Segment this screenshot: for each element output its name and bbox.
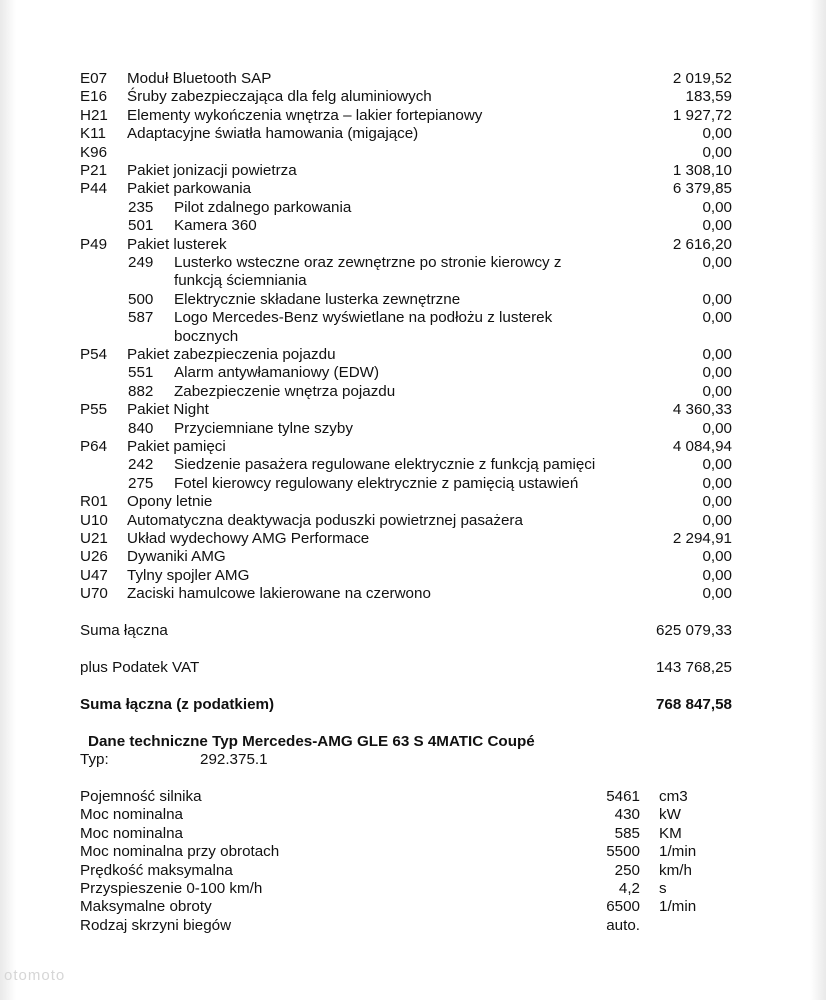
sum-row [0, 622, 826, 640]
spec-row [0, 843, 826, 861]
option-code: P54 [80, 346, 108, 363]
option-price: 6 379,85 [672, 180, 732, 198]
option-description: Pakiet parkowania [127, 180, 252, 198]
option-subcode: 501 [128, 217, 154, 235]
spec-row [0, 806, 826, 824]
option-price: 0,00 [702, 456, 732, 474]
option-subcode: 587 [128, 309, 154, 327]
spec-row [0, 917, 826, 935]
option-row [0, 107, 826, 125]
spec-unit: KM [659, 824, 682, 842]
option-code: U10 [80, 511, 108, 529]
option-row [0, 438, 826, 456]
option-description: bocznych [174, 327, 239, 345]
spec-value: 5500 [606, 843, 640, 861]
option-description: Pakiet zabezpieczenia pojazdu [127, 346, 336, 363]
option-row [0, 291, 826, 309]
option-description: Zaciski hamulcowe lakierowane na czerwono [127, 585, 431, 603]
option-price: 2 019,52 [672, 70, 732, 87]
spec-label: Moc nominalna [80, 806, 183, 824]
option-description: Fotel kierowcy regulowany elektrycznie z pamięcią ustawień [174, 474, 579, 492]
option-price: 0,00 [702, 217, 732, 235]
option-row [0, 364, 826, 382]
type-label: Typ: [80, 751, 109, 768]
option-description: Pakiet pamięci [127, 438, 226, 455]
option-code: P55 [80, 401, 108, 419]
option-description: Zabezpieczenie wnętrza pojazdu [174, 382, 396, 400]
option-description: Układ wydechowy AMG Performace [127, 530, 370, 547]
option-subcode: 242 [128, 456, 154, 474]
option-code: K96 [80, 143, 108, 161]
option-price: 0,00 [702, 566, 732, 584]
spec-unit: 1/min [659, 898, 697, 916]
option-description: Dywaniki AMG [127, 548, 226, 566]
spec-row [0, 898, 826, 916]
option-subcode: 235 [128, 198, 154, 216]
spec-value: 4,2 [618, 880, 640, 897]
option-description: Pakiet lusterek [127, 235, 227, 253]
option-subcode: 551 [128, 364, 154, 382]
option-description: Śruby zabezpieczająca dla felg aluminiowych [127, 88, 432, 106]
option-code: P21 [80, 162, 108, 179]
option-row [0, 567, 826, 585]
spec-label: Maksymalne obroty [80, 898, 212, 916]
option-row [0, 475, 826, 493]
option-row [0, 456, 826, 474]
option-description: Adaptacyjne światła hamowania (migające) [127, 125, 419, 143]
option-row [0, 254, 826, 272]
option-row [0, 180, 826, 198]
option-row [0, 548, 826, 566]
option-price: 2 616,20 [672, 235, 732, 253]
option-row [0, 217, 826, 235]
option-description: funkcją ściemniania [174, 272, 307, 290]
option-row [0, 530, 826, 548]
option-code: P44 [80, 180, 108, 198]
option-description: Kamera 360 [174, 217, 257, 235]
spec-label: Moc nominalna przy obrotach [80, 843, 280, 861]
option-code: K11 [80, 125, 106, 143]
option-price: 0,00 [702, 346, 732, 363]
type-value: 292.375.1 [200, 751, 268, 768]
option-row [0, 144, 826, 162]
option-description: Lusterko wsteczne oraz zewnętrzne po stronie kierowcy z [174, 254, 562, 271]
option-description: Przyciemniane tylne szyby [174, 419, 353, 437]
spec-row [0, 880, 826, 898]
option-description: Elektrycznie składane lusterka zewnętrzne [174, 290, 461, 308]
option-price: 183,59 [685, 88, 732, 106]
option-row [0, 585, 826, 603]
option-row [0, 420, 826, 438]
option-code: E07 [80, 70, 108, 87]
option-description: Pilot zdalnego parkowania [174, 198, 352, 216]
option-code: R01 [80, 493, 108, 511]
option-price: 1 308,10 [672, 162, 732, 179]
option-description: Tylny spojler AMG [127, 566, 250, 584]
option-price: 0,00 [702, 125, 732, 143]
option-code: U26 [80, 548, 108, 566]
option-subcode: 882 [128, 382, 154, 400]
option-price: 0,00 [702, 290, 732, 308]
gross-label: Suma łączna (z podatkiem) [80, 696, 275, 713]
vat-label: plus Podatek VAT [80, 659, 200, 676]
option-subcode: 500 [128, 290, 154, 308]
option-code: P49 [80, 235, 108, 253]
option-description: Logo Mercedes-Benz wyświetlane na podłożu z lusterek [174, 309, 553, 327]
option-price: 0,00 [702, 474, 732, 492]
spec-value: 6500 [606, 898, 640, 916]
tech-heading: Dane techniczne Typ Mercedes-AMG GLE 63 S 4MATIC Coupé [88, 733, 535, 750]
option-subcode: 275 [128, 474, 154, 492]
option-price: 0,00 [702, 511, 732, 529]
option-price: 0,00 [702, 419, 732, 437]
option-description: Automatyczna deaktywacja poduszki powietrznej pasażera [127, 511, 523, 529]
option-price: 2 294,91 [672, 530, 732, 547]
option-price: 4 084,94 [672, 438, 732, 455]
spec-label: Prędkość maksymalna [80, 861, 233, 879]
spec-unit: s [659, 880, 667, 897]
spec-unit: km/h [659, 861, 692, 879]
option-price: 0,00 [702, 493, 732, 511]
option-price: 0,00 [702, 143, 732, 161]
option-price: 0,00 [702, 585, 732, 603]
gross-row [0, 696, 826, 714]
spec-value: auto. [606, 916, 640, 934]
option-price: 0,00 [702, 548, 732, 566]
option-code: H21 [80, 106, 108, 124]
spec-label: Przyspieszenie 0-100 km/h [80, 880, 263, 897]
spec-unit: 1/min [659, 843, 697, 861]
spec-value: 585 [614, 824, 640, 842]
option-subcode: 249 [128, 254, 154, 271]
option-description: Elementy wykończenia wnętrza – lakier fortepianowy [127, 106, 483, 124]
option-price: 0,00 [702, 254, 732, 271]
option-description: Opony letnie [127, 493, 213, 511]
option-row [0, 162, 826, 180]
option-row [0, 512, 826, 530]
option-price: 4 360,33 [672, 401, 732, 419]
option-row [0, 70, 826, 88]
option-row [0, 309, 826, 327]
option-price: 1 927,72 [672, 106, 732, 124]
option-row [0, 328, 826, 346]
option-description: Moduł Bluetooth SAP [127, 70, 272, 87]
option-code: E16 [80, 88, 108, 106]
spec-label: Moc nominalna [80, 824, 183, 842]
option-row [0, 125, 826, 143]
spec-row [0, 788, 826, 806]
type-row [0, 751, 826, 769]
gross-value: 768 847,58 [655, 696, 732, 713]
option-price: 0,00 [702, 382, 732, 400]
option-code: U70 [80, 585, 108, 603]
option-code: P64 [80, 438, 108, 455]
tech-heading-row [0, 733, 826, 751]
spec-unit: kW [659, 806, 681, 824]
option-price: 0,00 [702, 198, 732, 216]
spec-label: Pojemność silnika [80, 788, 202, 805]
option-price: 0,00 [702, 364, 732, 382]
sum-label: Suma łączna [80, 622, 168, 639]
option-price: 0,00 [702, 309, 732, 327]
spec-label: Rodzaj skrzyni biegów [80, 916, 232, 934]
watermark: otomoto [4, 967, 66, 984]
option-row [0, 88, 826, 106]
option-description: Siedzenie pasażera regulowane elektrycznie z funkcją pamięci [174, 456, 596, 474]
sum-value: 625 079,33 [655, 622, 732, 639]
option-subcode: 840 [128, 419, 154, 437]
spec-value: 5461 [606, 788, 640, 805]
vat-value: 143 768,25 [655, 659, 732, 676]
option-row [0, 346, 826, 364]
option-code: U47 [80, 566, 108, 584]
spec-unit: cm3 [659, 788, 688, 805]
option-row [0, 383, 826, 401]
option-row [0, 272, 826, 290]
option-code: U21 [80, 530, 108, 547]
option-row [0, 236, 826, 254]
spec-row [0, 825, 826, 843]
vat-row [0, 659, 826, 677]
option-row [0, 493, 826, 511]
option-description: Pakiet jonizacji powietrza [127, 162, 297, 179]
option-row [0, 401, 826, 419]
option-description: Pakiet Night [127, 401, 209, 419]
spec-row [0, 862, 826, 880]
spec-value: 430 [614, 806, 640, 824]
option-row [0, 199, 826, 217]
spec-value: 250 [614, 861, 640, 879]
option-description: Alarm antywłamaniowy (EDW) [174, 364, 380, 382]
